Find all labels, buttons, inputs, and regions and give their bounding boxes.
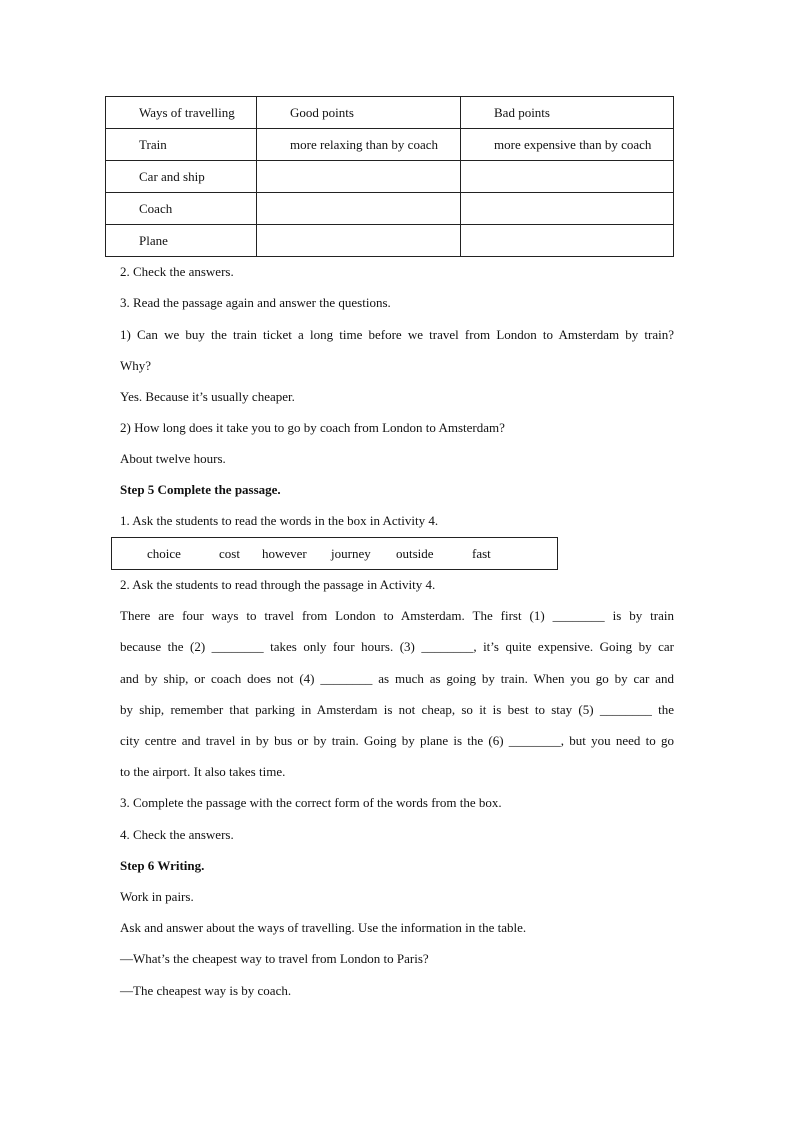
- table-cell: more expensive than by coach: [461, 129, 674, 161]
- passage-line: There are four ways to travel from London to Amsterdam. The first (1) ________ is by train: [120, 608, 674, 623]
- table-cell: [257, 225, 461, 257]
- answer-line: About twelve hours.: [120, 451, 226, 466]
- instruction-line: 2. Ask the students to read through the passage in Activity 4.: [120, 577, 436, 592]
- word-box-item: however: [262, 546, 307, 561]
- passage-line: by ship, remember that parking in Amsterdam is not cheap, so it is best to stay (5) ________ the: [120, 702, 674, 717]
- passage-line: to the airport. It also takes time.: [120, 764, 286, 779]
- table-row: [106, 193, 674, 225]
- question-line: 2) How long does it take you to go by coach from London to Amsterdam?: [120, 420, 505, 435]
- table-cell: Car and ship: [106, 161, 257, 193]
- table-cell: Train: [106, 129, 257, 161]
- word-box-item: fast: [472, 546, 491, 561]
- table-cell: more relaxing than by coach: [257, 129, 461, 161]
- table-cell: Plane: [106, 225, 257, 257]
- table-row: [106, 129, 674, 161]
- table-cell: [257, 161, 461, 193]
- table-cell: [461, 225, 674, 257]
- instruction-line: 4. Check the answers.: [120, 827, 234, 842]
- word-box-item: choice: [147, 546, 181, 561]
- travel-table: [105, 96, 674, 257]
- table-cell: [461, 193, 674, 225]
- answer-line: Yes. Because it’s usually cheaper.: [120, 389, 295, 404]
- dialog-line: —What’s the cheapest way to travel from London to Paris?: [120, 951, 429, 966]
- instruction-line: Work in pairs.: [120, 889, 194, 904]
- word-box-item: journey: [331, 546, 371, 561]
- section-heading: Step 6 Writing.: [120, 858, 205, 873]
- table-cell: Coach: [106, 193, 257, 225]
- instruction-line: 3. Read the passage again and answer the questions.: [120, 295, 391, 310]
- table-header-cell: Ways of travelling: [106, 97, 257, 129]
- instruction-line: 1. Ask the students to read the words in the box in Activity 4.: [120, 513, 439, 528]
- dialog-line: —The cheapest way is by coach.: [120, 983, 292, 998]
- instruction-line: 2. Check the answers.: [120, 264, 234, 279]
- passage-line: city centre and travel in by bus or by train. Going by plane is the (6) ________, but you need to go: [120, 733, 674, 748]
- table-cell: [461, 161, 674, 193]
- table-row: [106, 225, 674, 257]
- table-header-cell: Good points: [257, 97, 461, 129]
- passage-line: because the (2) ________ takes only four hours. (3) ________, it’s quite expensive. Going by car: [120, 639, 674, 654]
- section-heading: Step 5 Complete the passage.: [120, 482, 281, 497]
- table-header-cell: Bad points: [461, 97, 674, 129]
- question-line: 1) Can we buy the train ticket a long time before we travel from London to Amsterdam by train?: [120, 327, 674, 342]
- word-box: [111, 537, 558, 570]
- word-box-item: outside: [396, 546, 434, 561]
- table-row: [106, 161, 674, 193]
- instruction-line: Ask and answer about the ways of travelling. Use the information in the table.: [120, 920, 527, 935]
- table-header-row: [106, 97, 674, 129]
- passage-line: and by ship, or coach does not (4) ________ as much as going by train. When you go by car and: [120, 671, 674, 686]
- instruction-line: 3. Complete the passage with the correct form of the words from the box.: [120, 795, 502, 810]
- word-box-item: cost: [219, 546, 240, 561]
- table-cell: [257, 193, 461, 225]
- question-line: Why?: [120, 358, 152, 373]
